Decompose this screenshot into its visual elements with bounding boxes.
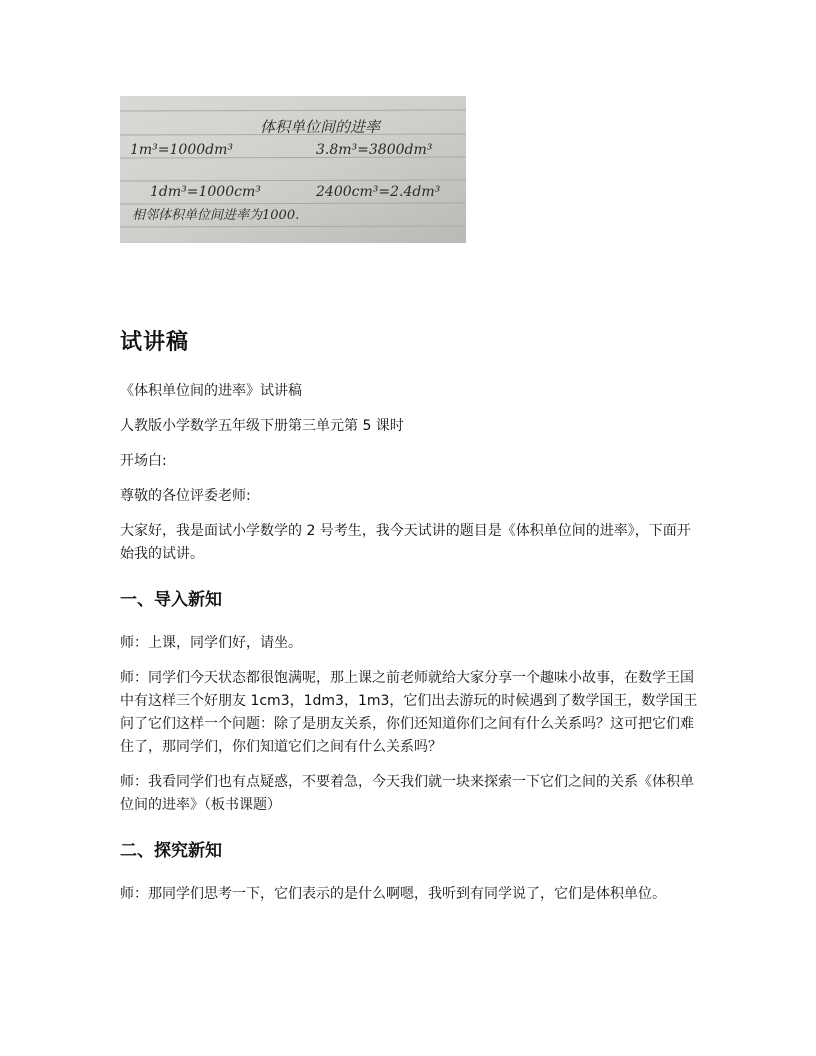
notebook-photo: [120, 96, 466, 243]
paragraph-topic: 师：我看同学们也有点疑惑，不要着急，今天我们就一块来探索一下它们之间的关系《体积单位间的进率》（板书课题）: [120, 774, 694, 813]
photo-heading: 体积单位间的进率: [260, 118, 381, 136]
paragraph-textbook-info: 人教版小学数学五年级下册第三单元第 5 课时: [120, 418, 404, 434]
paragraph-opening-label: 开场白:: [120, 453, 167, 469]
paragraph-greeting: 尊敬的各位评委老师:: [120, 488, 251, 504]
section-heading-1: 一、导入新知: [120, 590, 222, 610]
photo-note: 相邻体积单位间进率为1000.: [132, 208, 300, 223]
photo-equation-3: 1dm³=1000cm³: [150, 184, 261, 200]
paragraph-introduction: 大家好，我是面试小学数学的 2 号考生，我今天试讲的题目是《体积单位间的进率》，下面开始我的试讲。: [120, 523, 691, 562]
document-body: [120, 326, 698, 918]
photo-equation-2: 3.8m³=3800dm³: [316, 142, 433, 158]
paragraph-class-start: 师：上课，同学们好，请坐。: [120, 635, 302, 651]
notebook-photo-graphic: [120, 96, 466, 243]
paragraph-lesson-title: 《体积单位间的进率》试讲稿: [120, 383, 302, 399]
photo-equation-1: 1m³=1000dm³: [130, 142, 234, 158]
photo-equation-4: 2400cm³=2.4dm³: [316, 184, 441, 200]
paragraph-explore: 师：那同学们思考一下，它们表示的是什么啊嗯，我听到有同学说了，它们是体积单位。: [120, 886, 666, 902]
section-heading-2: 二、探究新知: [120, 841, 222, 861]
paragraph-story: 师：同学们今天状态都很饱满呢，那上课之前老师就给大家分享一个趣味小故事，在数学王国中有这样三个好朋友 1cm3，1dm3，1m3，它们出去游玩的时候遇到了数学国王，数学国王问了它们这样一个问题：除了是朋友关系，你们还知道你们之间有什么关系吗？这可把它们难住了，那同学们，你们知道它们之间有什么关系吗？: [120, 670, 698, 755]
document-title: 试讲稿: [120, 330, 190, 355]
